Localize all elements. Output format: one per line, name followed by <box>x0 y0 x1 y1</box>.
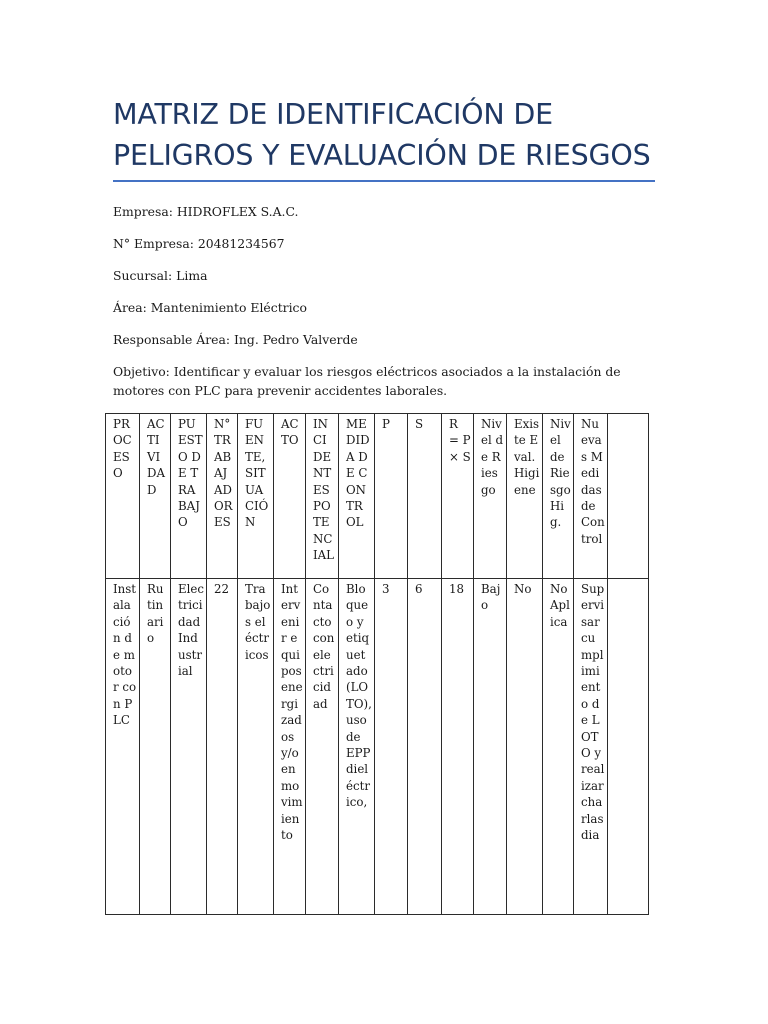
cell-puesto-de-trabajo: Electricidad Industrial <box>171 579 207 915</box>
empresa-line: Empresa: HIDROFLEX S.A.C. <box>113 204 299 219</box>
header-nivel-de-riesgo-hig: Nivel de Riesgo Hig. <box>543 414 574 579</box>
cell-existe-eval-higiene: No <box>507 579 543 915</box>
cell-empty <box>608 579 649 915</box>
header-proceso: PROCESO <box>106 414 140 579</box>
table-row <box>106 579 649 915</box>
header-nuevas-medidas: Nuevas Medidas de Control <box>574 414 608 579</box>
header-numero-trabajadores: N° TRABAJADORES <box>207 414 238 579</box>
document-title <box>113 94 673 176</box>
header-actividad: ACTIVIDAD <box>140 414 171 579</box>
cell-s: 6 <box>408 579 442 915</box>
cell-fuente-situacion: Trabajos eléctricos <box>238 579 274 915</box>
area-line: Área: Mantenimiento Eléctrico <box>113 300 307 315</box>
header-s: S <box>408 414 442 579</box>
numero-empresa-line: N° Empresa: 20481234567 <box>113 236 285 251</box>
responsable-line: Responsable Área: Ing. Pedro Valverde <box>113 332 358 347</box>
objetivo-paragraph: Objetivo: Identificar y evaluar los riesgos eléctricos asociados a la instalación de motores con PLC para prevenir accidentes laborales. <box>113 364 621 398</box>
header-medida-de-control: MEDIDA DE CONTROL <box>339 414 375 579</box>
sucursal-line: Sucursal: Lima <box>113 268 208 283</box>
cell-p: 3 <box>375 579 408 915</box>
cell-incidentes-potencial: Contacto con electricidad <box>306 579 339 915</box>
risk-matrix-table <box>105 413 649 915</box>
header-acto: ACTO <box>274 414 306 579</box>
header-incidentes-potencial: INCIDENTES POTENCIAL <box>306 414 339 579</box>
cell-medida-de-control: Bloqueo y etiquetado (LOTO), uso de EPP dieléctrico, <box>339 579 375 915</box>
cell-actividad: Rutinario <box>140 579 171 915</box>
cell-acto: Intervenir equipos energizados y/o en movimiento <box>274 579 306 915</box>
header-existe-eval-higiene: Existe Eval. Higiene <box>507 414 543 579</box>
table-header-row <box>106 414 649 579</box>
header-empty <box>608 414 649 579</box>
title-line-2: PELIGROS Y EVALUACIÓN DE RIESGOS <box>113 139 651 172</box>
cell-r: 18 <box>442 579 474 915</box>
header-p: P <box>375 414 408 579</box>
cell-numero-trabajadores: 22 <box>207 579 238 915</box>
cell-nuevas-medidas: Supervisar cumplimiento de LOTO y realizar charlas dia <box>574 579 608 915</box>
title-line-1: MATRIZ DE IDENTIFICACIÓN DE <box>113 98 553 131</box>
cell-nivel-de-riesgo: Bajo <box>474 579 507 915</box>
header-puesto-de-trabajo: PUESTO DE TRABAJO <box>171 414 207 579</box>
title-underline <box>113 180 655 182</box>
cell-proceso: Instalación de motor con PLC <box>106 579 140 915</box>
header-nivel-de-riesgo: Nivel de Riesgo <box>474 414 507 579</box>
header-fuente-situacion: FUENTE, SITUACIÓN <box>238 414 274 579</box>
cell-nivel-de-riesgo-hig: No Aplica <box>543 579 574 915</box>
header-r: R = P× S <box>442 414 474 579</box>
